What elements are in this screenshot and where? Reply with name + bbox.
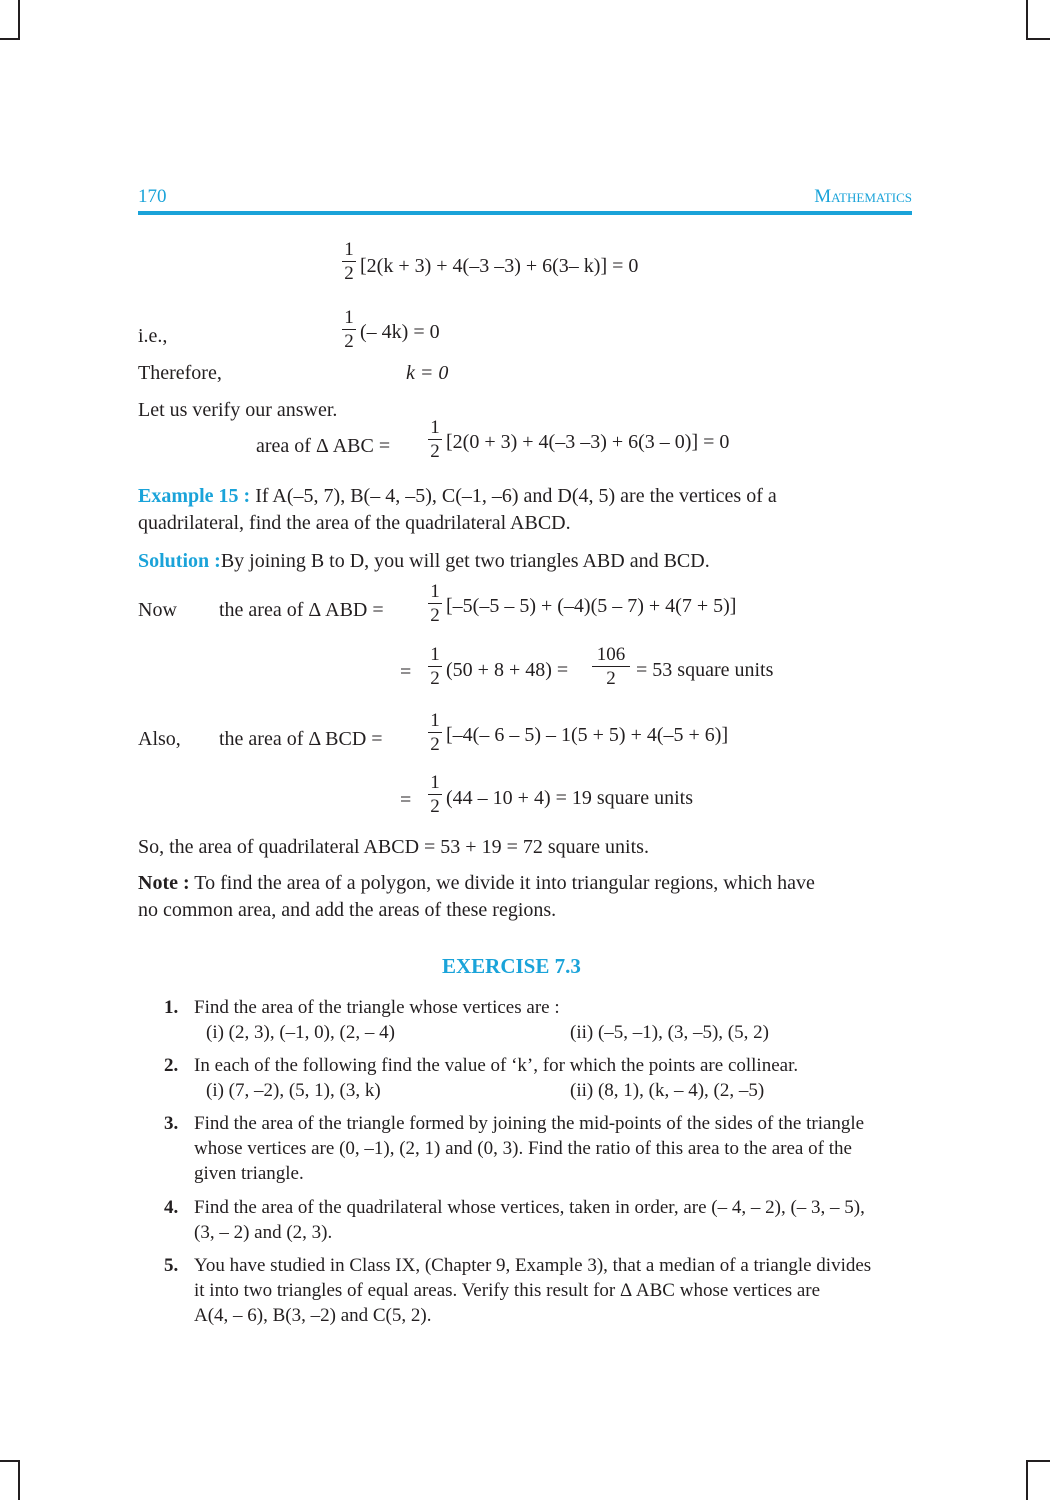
fraction-half bbox=[428, 711, 442, 754]
equals-sign: = bbox=[400, 789, 412, 811]
fraction-numerator: 1 bbox=[430, 581, 440, 602]
fraction-numerator: 1 bbox=[430, 644, 440, 665]
exercise-item-2-text: In each of the following find the value of ‘k’, for which the points are collinear. bbox=[194, 1055, 799, 1076]
equation-line-2: (– 4k) = 0 bbox=[360, 321, 440, 343]
fraction-denominator: 2 bbox=[430, 796, 440, 817]
fraction-bar bbox=[428, 732, 442, 733]
fraction-half bbox=[428, 773, 442, 816]
conclusion-text: So, the area of quadrilateral ABCD = 53 + 19 = 72 square units. bbox=[138, 836, 649, 858]
note-text-line-1: To find the area of a polygon, we divide it into triangular regions, which have bbox=[194, 872, 815, 894]
fraction-denominator: 2 bbox=[430, 441, 440, 462]
fraction-half bbox=[342, 308, 356, 351]
fraction-numerator: 1 bbox=[430, 772, 440, 793]
header-rule bbox=[138, 211, 912, 215]
verify-text: Let us verify our answer. bbox=[138, 399, 338, 421]
crop-mark-bottom-right-v bbox=[1026, 1460, 1028, 1500]
fraction-bar bbox=[342, 261, 356, 262]
exercise-item-3-line-3: given triangle. bbox=[194, 1163, 304, 1184]
fraction-denominator: 2 bbox=[344, 331, 354, 352]
exercise-item-3-line-1: Find the area of the triangle formed by joining the mid-points of the sides of the triangle bbox=[194, 1113, 865, 1134]
fraction-bar bbox=[428, 794, 442, 795]
crop-mark-bottom-left-h bbox=[0, 1460, 20, 1462]
exercise-item-number: 4. bbox=[164, 1197, 179, 1218]
exercise-item-1-part-a: (i) (2, 3), (–1, 0), (2, – 4) bbox=[206, 1022, 395, 1043]
exercise-title: EXERCISE 7.3 bbox=[442, 954, 581, 978]
exercise-item-number: 3. bbox=[164, 1113, 179, 1134]
crop-mark-top-right-h bbox=[1026, 38, 1050, 40]
example-text-line-2: quadrilateral, find the area of the quadrilateral ABCD. bbox=[138, 512, 571, 534]
fraction-denominator: 2 bbox=[430, 734, 440, 755]
crop-mark-top-right-v bbox=[1026, 0, 1028, 40]
fraction-numerator: 1 bbox=[344, 307, 354, 328]
fraction-half bbox=[342, 240, 356, 283]
fraction-numerator: 1 bbox=[344, 239, 354, 260]
fraction-denominator: 2 bbox=[344, 263, 354, 284]
note-text-line-2: no common area, and add the areas of these regions. bbox=[138, 899, 557, 921]
equation-line-1: [2(k + 3) + 4(–3 –3) + 6(3– k)] = 0 bbox=[360, 255, 639, 277]
exercise-item-number: 1. bbox=[164, 997, 179, 1018]
fraction-denominator: 2 bbox=[430, 605, 440, 626]
exercise-item-number: 2. bbox=[164, 1055, 179, 1076]
exercise-item-4-line-1: Find the area of the quadrilateral whose vertices, taken in order, are (– 4, – 2), (– 3, – 5), bbox=[194, 1197, 865, 1218]
fraction-denominator: 2 bbox=[606, 668, 616, 689]
ie-label: i.e., bbox=[138, 325, 168, 347]
fraction-106-over-2 bbox=[592, 645, 630, 688]
crop-mark-top-left-h bbox=[0, 38, 20, 40]
fraction-numerator: 106 bbox=[596, 644, 626, 665]
page-number: 170 bbox=[138, 186, 167, 207]
also-label: Also, bbox=[138, 728, 181, 750]
example-heading bbox=[138, 485, 777, 508]
crop-mark-bottom-right-h bbox=[1026, 1460, 1050, 1462]
area-abd-label: the area of Δ ABD = bbox=[219, 599, 384, 621]
area-bcd-label: the area of Δ BCD = bbox=[219, 728, 383, 750]
area-bcd-expression: [–4(– 6 – 5) – 1(5 + 5) + 4(–5 + 6)] bbox=[446, 724, 729, 746]
fraction-denominator: 2 bbox=[430, 668, 440, 689]
solution-label: Solution : bbox=[138, 550, 221, 572]
fraction-bar bbox=[428, 439, 442, 440]
solution-text: By joining B to D, you will get two triangles ABD and BCD. bbox=[220, 550, 710, 572]
exercise-item-number: 5. bbox=[164, 1255, 179, 1276]
exercise-item-5-line-3: A(4, – 6), B(3, –2) and C(5, 2). bbox=[194, 1305, 432, 1326]
fraction-numerator: 1 bbox=[430, 710, 440, 731]
exercise-item-2-part-a: (i) (7, –2), (5, 1), (3, k) bbox=[206, 1080, 381, 1101]
exercise-item-3-line-2: whose vertices are (0, –1), (2, 1) and (0, 3). Find the ratio of this area to the area of the bbox=[194, 1138, 852, 1159]
fraction-numerator: 1 bbox=[430, 417, 440, 438]
exercise-item-1-part-b: (ii) (–5, –1), (3, –5), (5, 2) bbox=[570, 1022, 769, 1043]
running-title: Mathematics bbox=[814, 186, 912, 207]
note-label: Note : bbox=[138, 872, 190, 894]
crop-mark-bottom-left-v bbox=[18, 1460, 20, 1500]
example-label: Example 15 : bbox=[138, 485, 251, 507]
equals-sign: = bbox=[400, 661, 412, 683]
fraction-bar bbox=[342, 329, 356, 330]
area-bcd-sum: (44 – 10 + 4) = 19 square units bbox=[446, 787, 693, 809]
exercise-item-2-part-b: (ii) (8, 1), (k, – 4), (2, –5) bbox=[570, 1080, 765, 1101]
exercise-item-5-line-2: it into two triangles of equal areas. Verify this result for Δ ABC whose vertices are bbox=[194, 1280, 821, 1301]
area-abc-label: area of Δ ABC = bbox=[256, 435, 391, 457]
equation-line-4: [2(0 + 3) + 4(–3 –3) + 6(3 – 0)] = 0 bbox=[446, 431, 730, 453]
equation-line-3: k = 0 bbox=[406, 362, 449, 384]
now-label: Now bbox=[138, 599, 177, 621]
note-line-1 bbox=[138, 872, 815, 895]
area-abd-expression: [–5(–5 – 5) + (–4)(5 – 7) + 4(7 + 5)] bbox=[446, 595, 737, 617]
fraction-half bbox=[428, 582, 442, 625]
fraction-bar bbox=[592, 666, 630, 667]
fraction-half bbox=[428, 418, 442, 461]
fraction-half bbox=[428, 645, 442, 688]
area-abd-result: = 53 square units bbox=[636, 659, 774, 681]
example-text-line-1: If A(–5, 7), B(– 4, –5), C(–1, –6) and D(4, 5) are the vertices of a bbox=[255, 485, 777, 507]
crop-mark-top-left-v bbox=[18, 0, 20, 40]
exercise-item-1-text: Find the area of the triangle whose vertices are : bbox=[194, 997, 560, 1018]
fraction-bar bbox=[428, 666, 442, 667]
exercise-item-4-line-2: (3, – 2) and (2, 3). bbox=[194, 1222, 333, 1243]
exercise-item-5-line-1: You have studied in Class IX, (Chapter 9, Example 3), that a median of a triangle divides bbox=[194, 1255, 872, 1276]
therefore-label: Therefore, bbox=[138, 362, 222, 384]
fraction-bar bbox=[428, 603, 442, 604]
solution-line bbox=[138, 550, 710, 573]
area-abd-sum: (50 + 8 + 48) = bbox=[446, 659, 569, 681]
